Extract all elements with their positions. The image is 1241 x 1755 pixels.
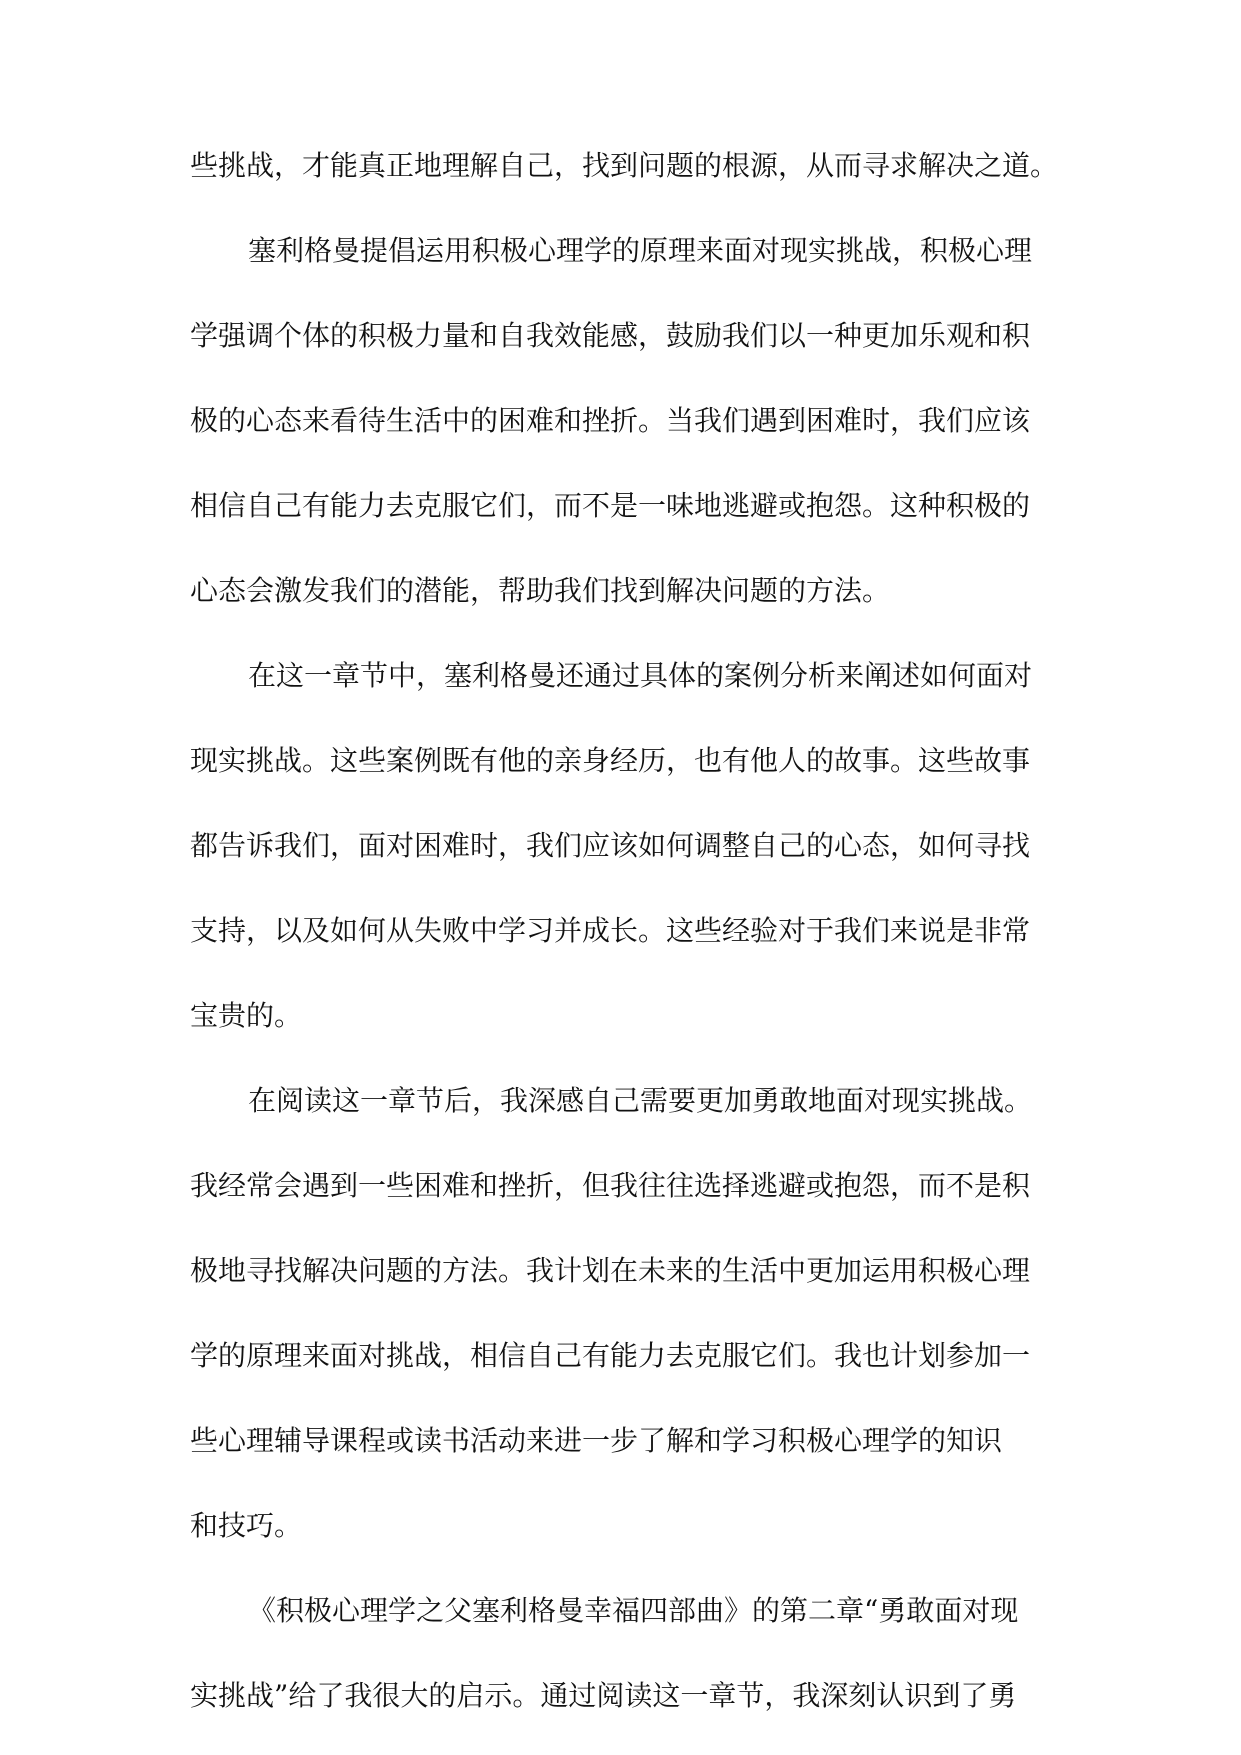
text-line: 些心理辅导课程或读书活动来进一步了解和学习积极心理学的知识 [190,1424,1003,1457]
text-line: 极地寻找解决问题的方法。我计划在未来的生活中更加运用积极心理 [190,1254,1031,1287]
text-line: 我经常会遇到一些困难和挫折，但我往往选择逃避或抱怨，而不是积 [190,1169,1031,1202]
text-line: 《积极心理学之父塞利格曼幸福四部曲》的第二章“勇敢面对现 [248,1594,1019,1627]
body-text [190,140,1059,1755]
text-line: 极的心态来看待生活中的困难和挫折。当我们遇到困难时，我们应该 [190,404,1031,437]
text-line: 宝贵的。 [190,999,303,1032]
text-line: 现实挑战。这些案例既有他的亲身经历，也有他人的故事。这些故事 [190,744,1031,777]
text-line: 相信自己有能力去克服它们，而不是一味地逃避或抱怨。这种积极的 [190,489,1031,522]
text-line: 支持，以及如何从失败中学习并成长。这些经验对于我们来说是非常 [190,914,1031,947]
text-line: 和技巧。 [190,1509,303,1542]
text-line: 心态会激发我们的潜能，帮助我们找到解决问题的方法。 [190,574,891,607]
text-line: 学强调个体的积极力量和自我效能感，鼓励我们以一种更加乐观和积 [190,319,1031,352]
text-line: 都告诉我们，面对困难时，我们应该如何调整自己的心态，如何寻找 [190,829,1031,862]
text-line: 实挑战”给了我很大的启示。通过阅读这一章节，我深刻认识到了勇 [190,1679,1017,1712]
text-line: 些挑战，才能真正地理解自己，找到问题的根源，从而寻求解决之道。 [190,149,1059,182]
text-line: 塞利格曼提倡运用积极心理学的原理来面对现实挑战，积极心理 [248,234,1033,267]
text-line: 在这一章节中，塞利格曼还通过具体的案例分析来阐述如何面对 [248,659,1033,692]
text-line: 学的原理来面对挑战，相信自己有能力去克服它们。我也计划参加一 [190,1339,1031,1372]
text-line: 在阅读这一章节后，我深感自己需要更加勇敢地面对现实挑战。 [248,1084,1033,1117]
